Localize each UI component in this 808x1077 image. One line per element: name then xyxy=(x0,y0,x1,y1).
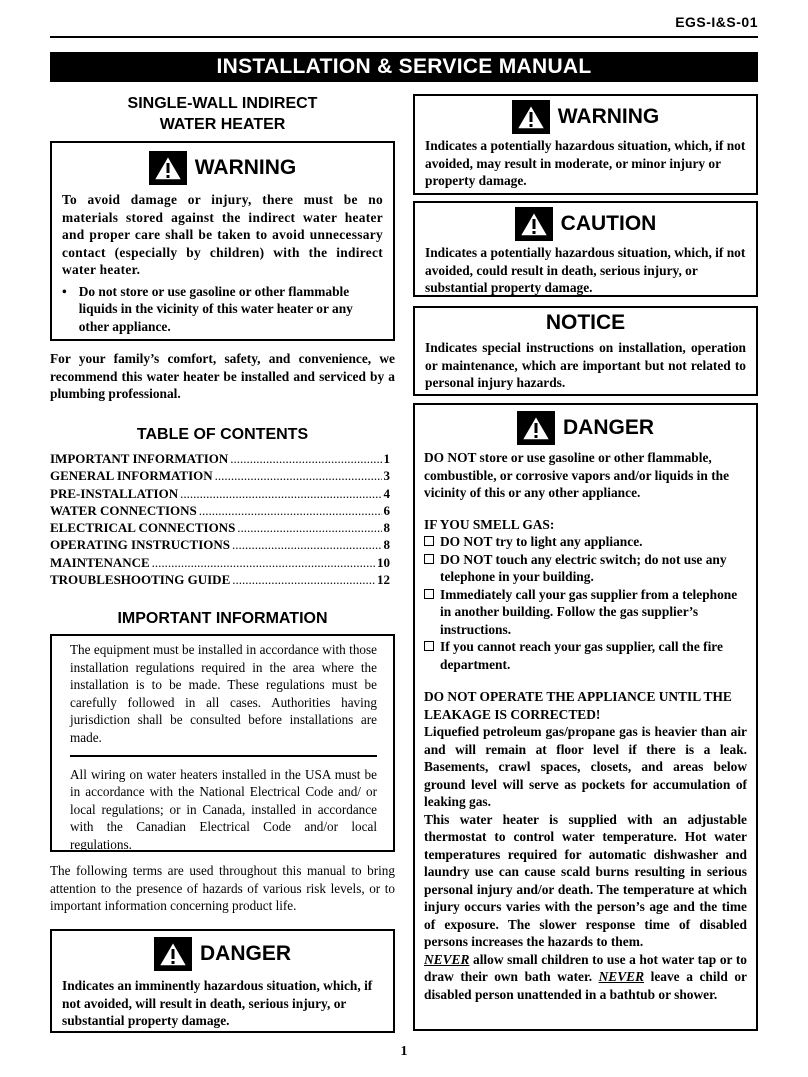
document-code: EGS-I&S-01 xyxy=(675,14,758,30)
never-emphasis: NEVER xyxy=(424,951,470,967)
warning-def-text: Indicates a potentially hazardous situation, which, if not avoided, may result in moderate, or minor injury or property damage. xyxy=(425,138,746,188)
toc-title: TABLE OF CONTENTS xyxy=(136,426,309,443)
caution-definition-box xyxy=(413,201,758,297)
top-rule xyxy=(50,36,758,38)
checkbox-icon xyxy=(424,641,434,651)
warning-def-heading xyxy=(425,100,746,134)
warning-triangle-icon xyxy=(149,151,187,185)
gas-check-item: Immediately call your gas supplier from a telephone in another building. Follow the gas supplier’s instructions. xyxy=(424,586,747,639)
checkbox-icon xyxy=(424,554,434,564)
toc-item[interactable]: OPERATING INSTRUCTIONS ..... 8 xyxy=(50,536,390,553)
danger-heading xyxy=(62,937,383,971)
product-title xyxy=(50,93,395,135)
terms-text: The following terms are used throughout this manual to bring attention to the presence of hazards of various risk levels, or to important information concerning product life. xyxy=(50,863,395,913)
danger-main-heading xyxy=(424,411,747,445)
warning-definition-box xyxy=(413,94,758,195)
important-para-2: All wiring on water heaters installed in the USA must be in accordance with the National Electrical Code and/ or local regulations; or in Canada, installed in accordance with the Canadian Electrical Code and/or local regulations. xyxy=(70,766,377,852)
danger-intro: DO NOT store or use gasoline or other flammable, combustible, or corrosive vapors and/or liquids in the vicinity of this or any other appliance. xyxy=(424,450,730,500)
toc-item[interactable]: IMPORTANT INFORMATION ..... 1 xyxy=(50,450,390,467)
gas-check-item: If you cannot reach your gas supplier, call the fire department. xyxy=(424,638,747,673)
toc-item[interactable]: GENERAL INFORMATION ..... 3 xyxy=(50,467,390,484)
product-title-line2: WATER HEATER xyxy=(159,116,286,133)
important-info-box xyxy=(50,634,395,852)
never-emphasis: NEVER xyxy=(598,969,645,984)
important-para-1: The equipment must be installed in accordance with those installation regulations required in the area where the installation is to be made. These regulations must be carefully followed in all cases. Authorities having jurisdiction shall be consulted before installations are made. xyxy=(70,642,377,745)
danger-triangle-icon xyxy=(517,411,555,445)
warning-heading-text: WARNING xyxy=(194,156,297,179)
notice-definition-box xyxy=(413,306,758,396)
notice-def-text: Indicates special instructions on installation, operation or maintenance, which are important but not related to personal injury hazards. xyxy=(425,340,746,390)
do-not-operate: DO NOT OPERATE THE APPLIANCE UNTIL THE LEAKAGE IS CORRECTED! xyxy=(424,689,732,722)
important-divider xyxy=(70,755,377,757)
gas-check-item: DO NOT try to light any appliance. xyxy=(424,533,747,551)
never-text: NEVER allow small children to use a hot water tap or to draw their own bath water. NEVER leave a child or disabled person unattended in a bathtub or shower. xyxy=(424,951,747,1002)
notice-def-heading xyxy=(425,311,746,335)
danger-triangle-icon xyxy=(154,937,192,971)
caution-def-heading-text: CAUTION xyxy=(560,212,657,235)
smell-gas-heading: IF YOU SMELL GAS: xyxy=(424,516,555,532)
manual-banner: INSTALLATION & SERVICE MANUAL xyxy=(50,52,758,82)
danger-heading-text: DANGER xyxy=(199,942,291,965)
danger-box-left xyxy=(50,929,395,1033)
warning-box-left xyxy=(50,141,395,341)
warning-triangle-icon xyxy=(512,100,550,134)
caution-def-text: Indicates a potentially hazardous situation, which, if not avoided, could result in death, serious injury, or substantial property damage. xyxy=(425,245,746,295)
important-info-title: IMPORTANT INFORMATION xyxy=(117,610,328,627)
toc-item[interactable]: WATER CONNECTIONS ..... 6 xyxy=(50,502,390,519)
caution-def-heading xyxy=(425,207,746,241)
warning-heading xyxy=(62,151,383,185)
gas-check-item: DO NOT touch any electric switch; do not use any telephone in your building. xyxy=(424,551,747,586)
notice-def-heading-text: NOTICE xyxy=(545,311,626,334)
table-of-contents xyxy=(50,450,390,588)
lp-gas-text: Liquefied petroleum gas/propane gas is heavier than air and will remain at floor level if there is a leak. Basements, crawl spaces, closets, and areas below ground level will serve as pockets for accumulation of leaking gas. xyxy=(424,724,747,809)
toc-item[interactable]: PRE-INSTALLATION ..... 4 xyxy=(50,485,390,502)
toc-item[interactable]: MAINTENANCE ..... 10 xyxy=(50,554,390,571)
recommend-text: For your family’s comfort, safety, and convenience, we recommend this water heater be installed and serviced by a plumbing professional. xyxy=(50,351,395,401)
warning-def-heading-text: WARNING xyxy=(557,105,660,128)
product-title-line1: SINGLE-WALL INDIRECT xyxy=(127,95,318,112)
checkbox-icon xyxy=(424,536,434,546)
caution-triangle-icon xyxy=(515,207,553,241)
danger-main-box xyxy=(413,403,758,1031)
checkbox-icon xyxy=(424,589,434,599)
danger-text: Indicates an imminently hazardous situation, which, if not avoided, will result in death, serious injury, or substantial property damage. xyxy=(62,978,373,1028)
warning-bullet-text: Do not store or use gasoline or other flammable liquids in the vicinity of this water heater or any other appliance. xyxy=(78,283,353,334)
page-number: 1 xyxy=(400,1044,408,1059)
warning-text: To avoid damage or injury, there must be no materials stored against the indirect water heater and proper care shall be taken to avoid unnecessary contact (especially by children) with the indirect water heater. xyxy=(62,192,383,277)
thermostat-text: This water heater is supplied with an adjustable thermostat to control water temperature. Hot water temperatures required for automatic dishwasher and laundry use can cause scald burns resulting in serious personal injury and/or death. The temperature at which injury occurs varies with the person’s age and the time of exposure. The slower response time of disabled persons increases the hazards to them. xyxy=(424,811,747,949)
toc-item[interactable]: TROUBLESHOOTING GUIDE ..... 12 xyxy=(50,571,390,588)
toc-item[interactable]: ELECTRICAL CONNECTIONS ..... 8 xyxy=(50,519,390,536)
warning-bullet xyxy=(62,283,383,336)
bullet-icon: • xyxy=(62,283,67,299)
danger-main-heading-text: DANGER xyxy=(562,416,654,439)
